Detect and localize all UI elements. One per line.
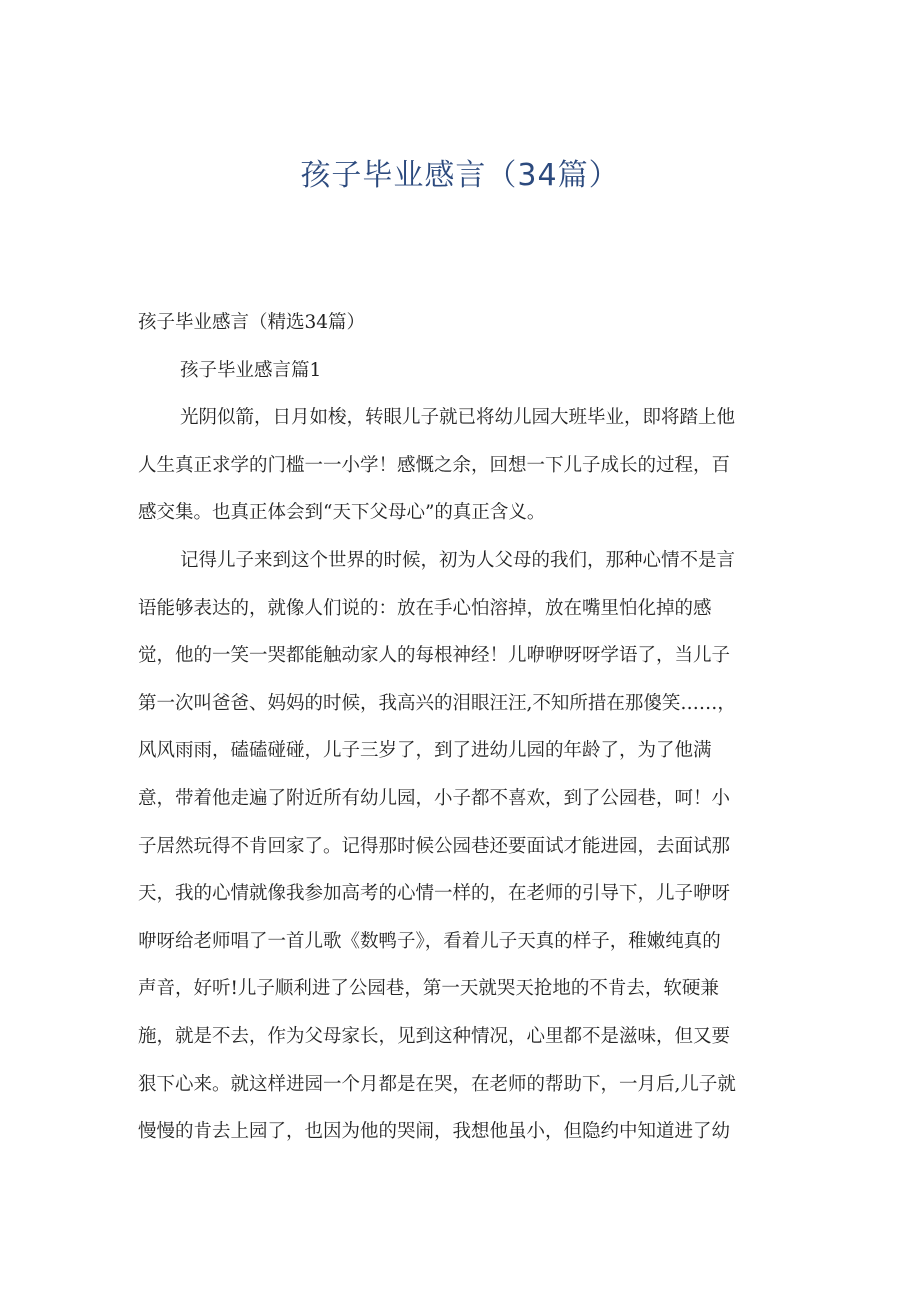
paragraph-line: 慢慢的肯去上园了，也因为他的哭闹，我想他虽小，但隐约中知道进了幼 [138,1121,731,1143]
paragraph-line: 声音，好听!儿子顺利进了公园巷，第一天就哭天抢地的不肯去，软硬兼 [138,978,719,1000]
paragraph-line: 子居然玩得不肯回家了。记得那时候公园巷还要面试才能进园，去面试那 [138,835,731,857]
paragraph-line: 觉，他的一笑一哭都能触动家人的每根神经！儿咿咿呀呀学语了，当儿子 [138,645,731,667]
paragraph-line: 施，就是不去，作为父母家长，见到这种情况，心里都不是滋味，但又要 [138,1025,731,1047]
document-body [138,306,794,1163]
document-title: 孩子毕业感言（34篇） [300,158,620,193]
paragraph-line: 风风雨雨，磕磕碰碰，儿子三岁了，到了进幼儿园的年龄了，为了他满 [138,740,712,762]
paragraph-line: 意，带着他走遍了附近所有幼儿园，小子都不喜欢，到了公园巷，呵！小 [138,787,731,809]
document-subtitle: 孩子毕业感言（精选34篇） [138,312,366,333]
section-heading: 孩子毕业感言篇1 [180,359,322,381]
paragraph-line: 天，我的心情就像我参加高考的心情一样的，在老师的引导下，儿子咿呀 [138,883,731,905]
paragraph-line: 狠下心来。就这样进园一个月都是在哭，在老师的帮助下，一月后,儿子就 [138,1073,736,1095]
paragraph-line: 光阴似箭，日月如梭，转眼儿子就已将幼儿园大班毕业，即将踏上他 [180,407,736,429]
paragraph-line: 人生真正求学的门槛一一小学！感慨之余，回想一下儿子成长的过程，百 [138,454,731,476]
paragraph-line: 感交集。也真正体会到“天下父母心”的真正含义。 [138,502,546,524]
paragraph-line: 咿呀给老师唱了一首儿歌《数鸭子》，看着儿子天真的样子，稚嫩纯真的 [138,930,721,952]
paragraph-line: 语能够表达的，就像人们说的：放在手心怕溶掉，放在嘴里怕化掉的感 [138,597,712,619]
paragraph-line: 记得儿子来到这个世界的时候，初为人父母的我们，那种心情不是言 [180,549,736,571]
paragraph-line: 第一次叫爸爸、妈妈的时候，我高兴的泪眼汪汪,不知所措在那傻笑……， [138,692,736,714]
